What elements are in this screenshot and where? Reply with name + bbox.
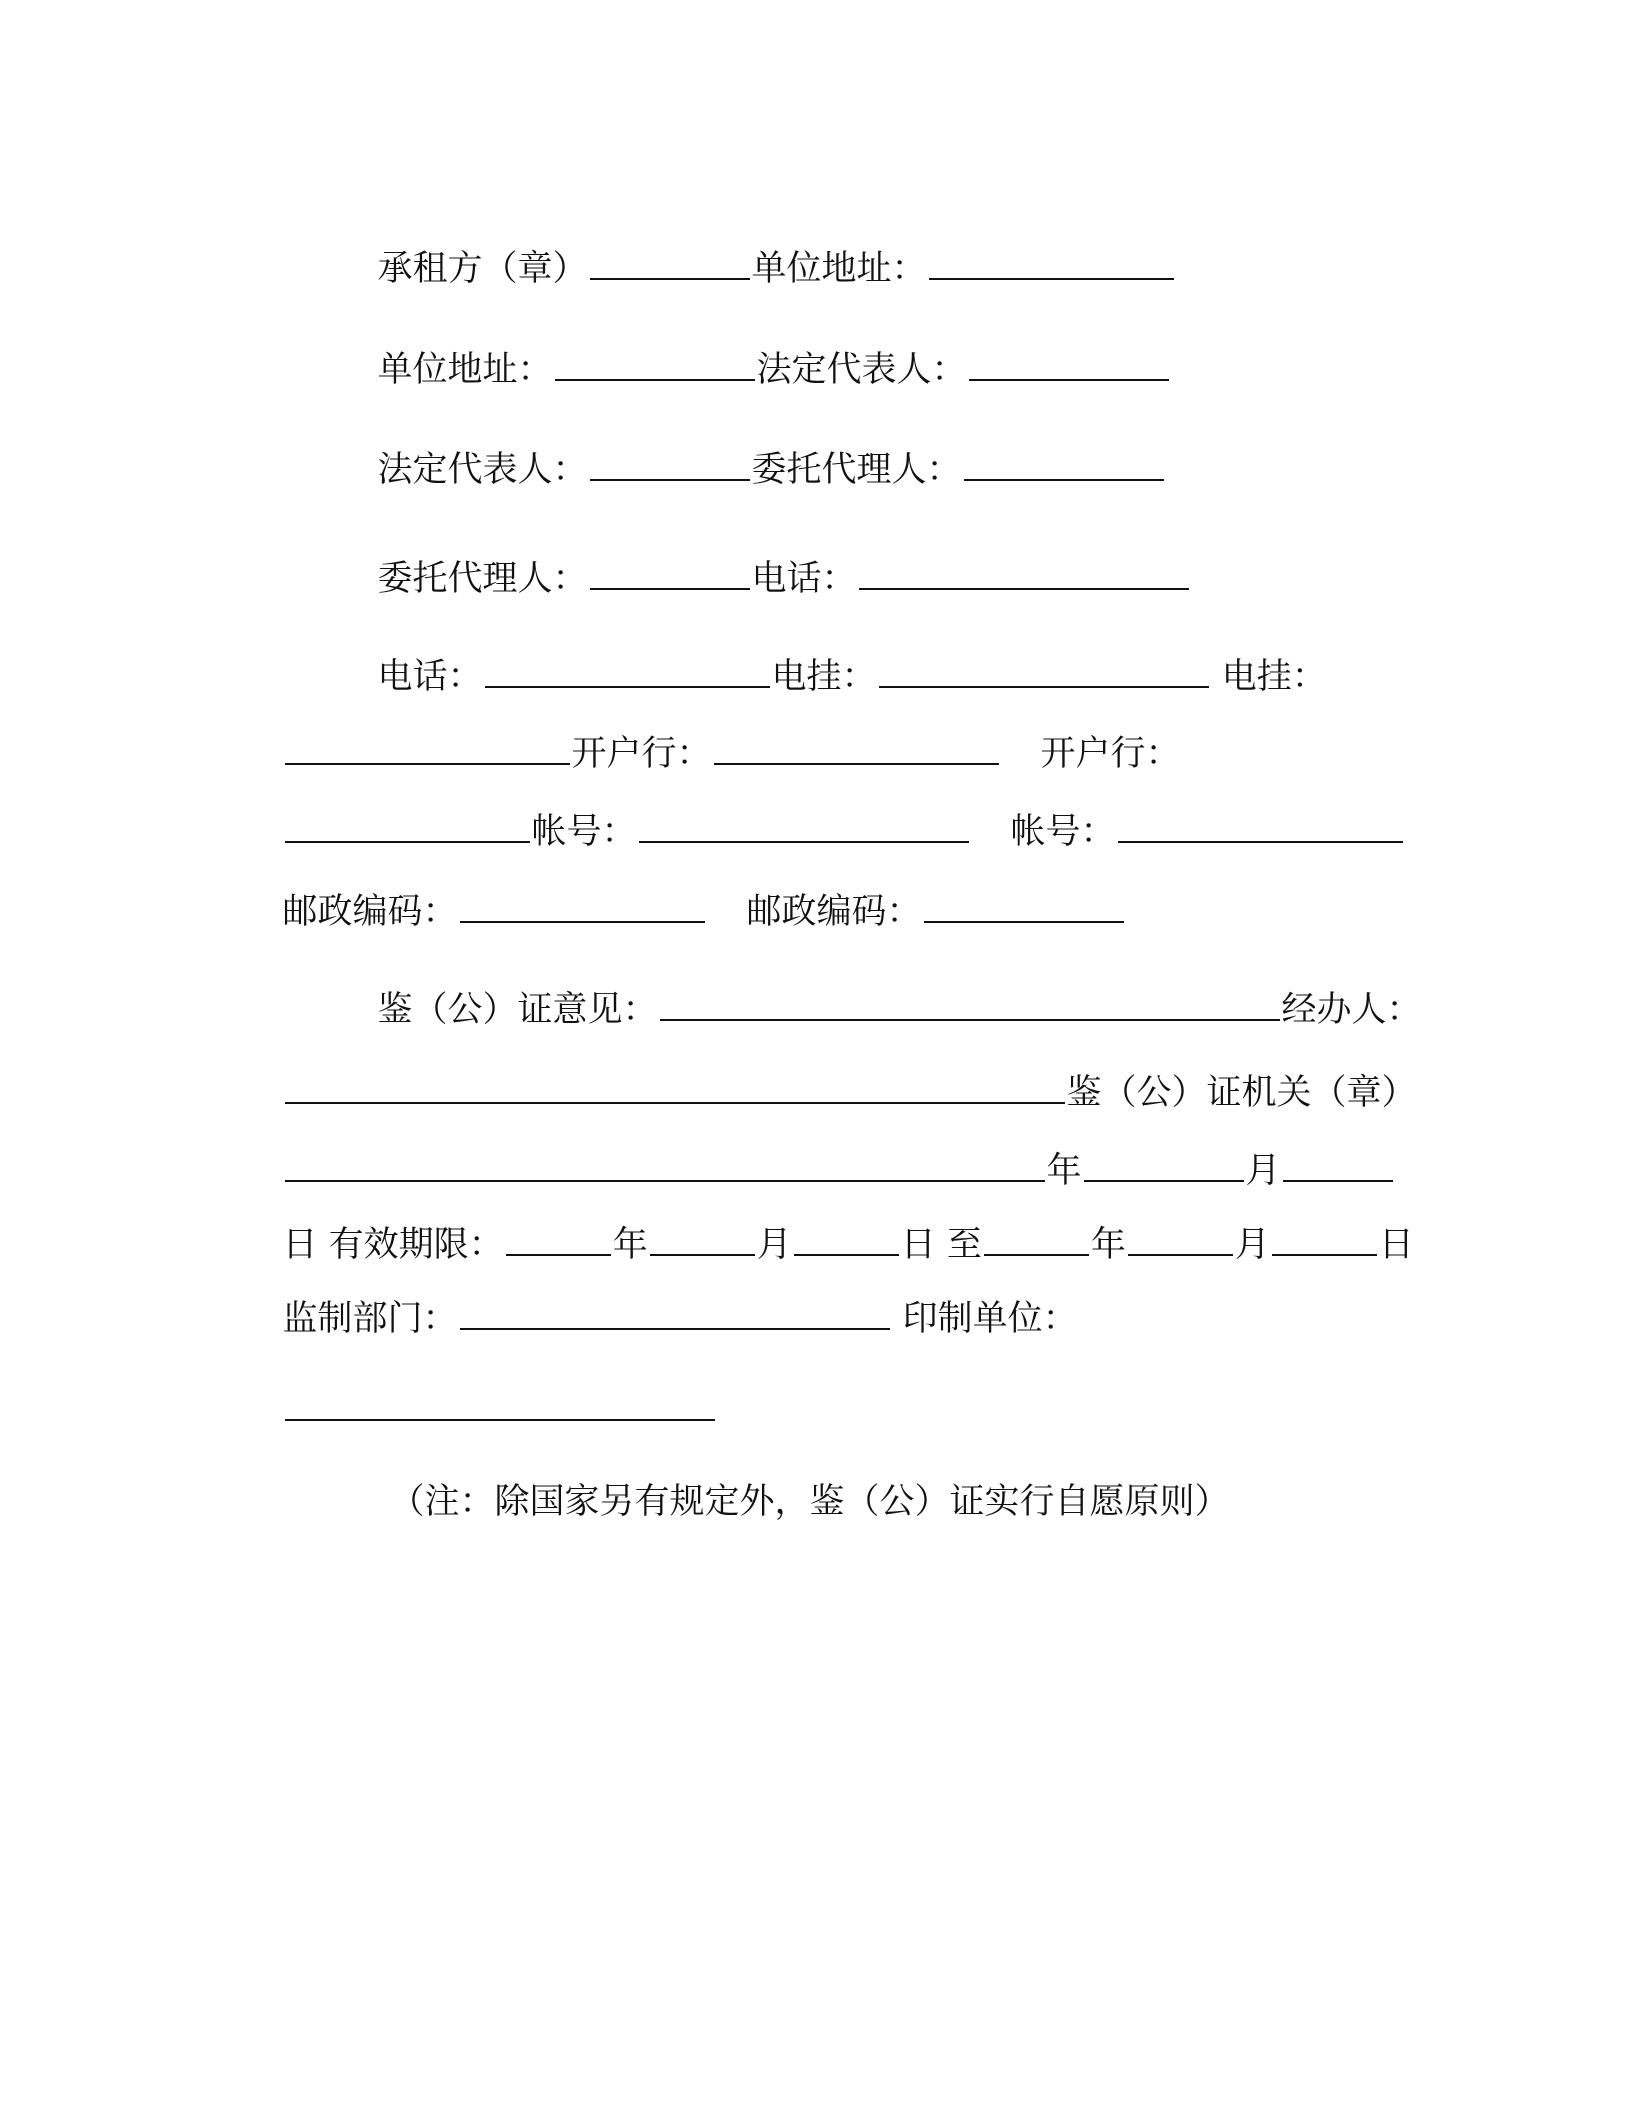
unit-address-blank (929, 277, 1174, 280)
validity-year-label: 年 (612, 1225, 648, 1265)
lessee-seal-blank (590, 277, 750, 280)
phone-blank (859, 587, 1189, 590)
footnote (345, 1430, 1230, 1574)
notary-opinion-label: 鉴（公）证意见： (377, 990, 658, 1030)
bank-label-2: 开户行： (1040, 734, 1181, 774)
end-year-label: 年 (1090, 1225, 1126, 1265)
phone-label-2: 电话： (377, 657, 483, 697)
cable-label: 电挂： (771, 657, 877, 697)
unit-address-label: 单位地址： (751, 249, 927, 289)
to-label: 至 (946, 1225, 982, 1265)
agent-blank (964, 478, 1164, 481)
legal-rep-blank (969, 378, 1169, 381)
validity-month-label: 月 (756, 1225, 792, 1265)
postcode-label: 邮政编码： (282, 892, 458, 932)
validity-day-label: 日 (900, 1225, 936, 1265)
postcode-blank-2 (924, 920, 1124, 923)
unit-address-blank-2 (555, 378, 755, 381)
day-label: 日 (282, 1225, 318, 1265)
postcode-label-2: 邮政编码： (746, 892, 922, 932)
agent-label: 委托代理人： (751, 450, 962, 490)
legal-rep-label: 法定代表人： (756, 350, 967, 390)
supervisor-label: 监制部门： (282, 1299, 458, 1339)
cable-label-2: 电挂： (1221, 657, 1327, 697)
legal-rep-blank-2 (590, 478, 750, 481)
validity-label: 有效期限： (328, 1225, 504, 1265)
unit-address-label-2: 单位地址： (377, 350, 553, 390)
agent-label-2: 委托代理人： (377, 559, 588, 599)
end-day-label: 日 (1378, 1225, 1414, 1265)
agent-blank-2 (590, 587, 750, 590)
footnote-text: （注：除国家另有规定外，鉴（公）证实行自愿原则） (389, 1482, 1230, 1522)
account-label-2: 帐号： (1010, 812, 1116, 852)
lessee-seal-label: 承租方（章） (377, 249, 588, 289)
end-month-label: 月 (1234, 1225, 1270, 1265)
bank-label: 开户行： (571, 734, 712, 774)
end-month-blank (1128, 1253, 1233, 1256)
account-blank-2 (1118, 840, 1403, 843)
phone-label: 电话： (751, 559, 857, 599)
postcode-blank (460, 920, 705, 923)
notary-office-label: 鉴（公）证机关（章） (1066, 1073, 1417, 1113)
printer-blank (285, 1418, 715, 1421)
legal-rep-label-2: 法定代表人： (377, 450, 588, 490)
month-label: 月 (1245, 1151, 1281, 1191)
supervisor-blank (460, 1327, 890, 1330)
account-label: 帐号： (531, 812, 637, 852)
end-day-blank (1272, 1253, 1377, 1256)
handler-label: 经办人： (1281, 990, 1422, 1030)
printer-label: 印制单位： (902, 1299, 1078, 1339)
year-label: 年 (1046, 1151, 1082, 1191)
